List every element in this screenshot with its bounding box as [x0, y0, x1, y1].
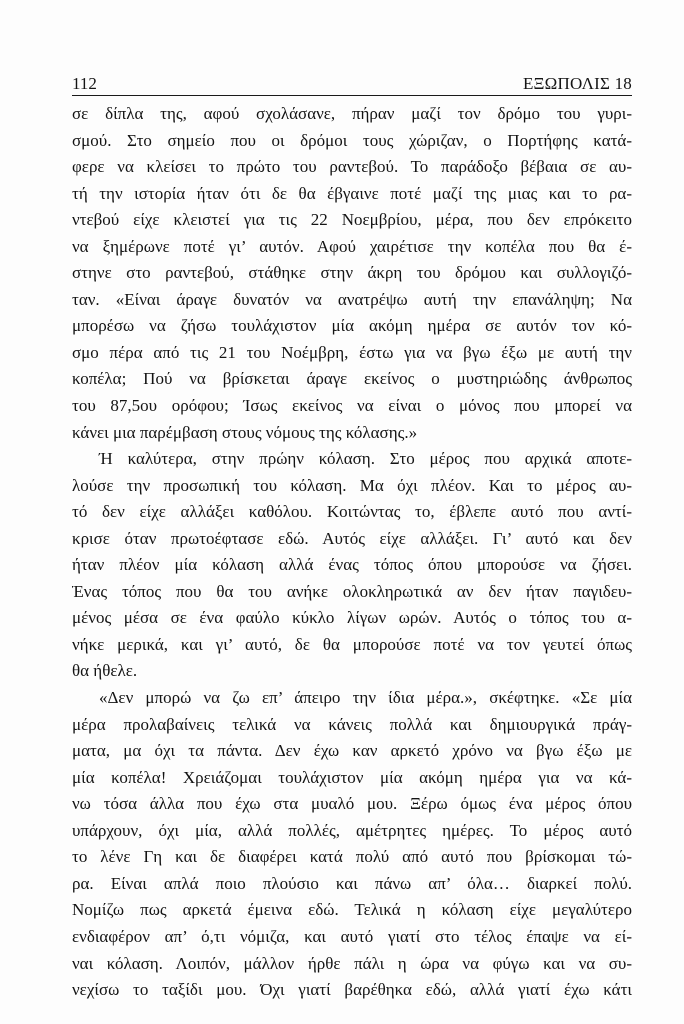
text-line: ντεβού είχε κλειστεί για τις 22 Νοεμβρίου, μέρα, που δεν επρόκειτο [72, 210, 632, 230]
header-rule [72, 95, 632, 96]
text-line: μία κοπέλα! Χρειάζομαι τουλάχιστον μία ακόμη ημέρα για να κά- [72, 767, 632, 787]
text-line: ενδιαφέρον απ’ ό,τι νόμιζα, και αυτό γιατί στο τέλος έπαψε να εί- [72, 926, 632, 946]
text-line: νήκε μερικά, και γι’ αυτό, δε θα μπορούσε ποτέ να τον γευτεί όπως [72, 634, 632, 654]
text-line: ναι κόλαση. Λοιπόν, μάλλον ήρθε πάλι η ώρα να φύγω και να συ- [72, 953, 632, 973]
text-line: νεχίσω το ταξίδι μου. Όχι γιατί βαρέθηκα εδώ, αλλά γιατί έχω κάτι [72, 980, 632, 1000]
page-number: 112 [72, 74, 97, 93]
text-line: Ένας τόπος που θα του ανήκε ολοκληρωτικά αν δεν ήταν παγιδευ- [72, 581, 632, 601]
text-line: να ξημέρωνε ποτέ γι’ αυτόν. Αφού χαιρέτισε την κοπέλα που θα έ- [72, 236, 632, 256]
text-line: ρα. Είναι απλά ποιο πλούσιο και πάνω απ’ όλα… διαρκεί πολύ. [72, 873, 632, 893]
text-line: του 87,5ου ορόφου; Ίσως εκείνος να είναι ο μόνος που μπορεί να [72, 396, 632, 416]
text-line: υπάρχουν, όχι μία, αλλά πολλές, αμέτρητες ημέρες. Το μέρος αυτό [72, 820, 632, 840]
text-line: λούσε την προσωπική του κόλαση. Μα όχι πλέον. Και το μέρος αυ- [72, 475, 632, 495]
paragraph [72, 685, 632, 1004]
text-line: «Δεν μπορώ να ζω επ’ άπειρο την ίδια μέρα.», σκέφτηκε. «Σε μία [99, 688, 632, 708]
text-line: μέρα προλαβαίνεις τελικά να κάνεις πολλά και δημιουργικά πράγ- [72, 714, 632, 734]
running-title: ΕΞΩΠΟΛΙΣ 18 [522, 74, 632, 93]
text-line: ήταν πλέον μία κόλαση αλλά ένας τόπος όπου μπορούσε να ζήσει. [72, 555, 632, 575]
text-line: κρισε όταν πρωτοέφτασε εδώ. Αυτός είχε αλλάξει. Γι’ αυτό και δεν [72, 528, 632, 548]
text-line: κάνει μια παρέμβαση στους νόμους της κόλασης.» [72, 422, 418, 442]
body-text [72, 101, 632, 1004]
text-line: μπορέσω να ζήσω τουλάχιστον μία ακόμη ημέρα σε αυτόν τον κό- [72, 316, 632, 336]
text-line: τή την ιστορία ήταν ότι δε θα έβγαινε ποτέ μαζί της μιας και το ρα- [72, 183, 632, 203]
page-header [72, 74, 632, 96]
text-line: νω τόσα άλλα που έχω στα μυαλό μου. Ξέρω όμως ένα μέρος όπου [72, 794, 632, 814]
text-line: ταν. «Είναι άραγε δυνατόν να ανατρέψω αυτή την επανάληψη; Να [72, 289, 632, 309]
text-line: σμού. Στο σημείο που οι δρόμοι τους χώριζαν, ο Πορτήφης κατά- [72, 130, 632, 150]
text-line: μένος μέσα σε ένα φαύλο κύκλο λίγων ωρών. Αυτός ο τόπος του α- [72, 608, 632, 628]
paragraph [72, 446, 632, 685]
text-line: σε δίπλα της, αφού σχολάσανε, πήραν μαζί τον δρόμο του γυρι- [72, 104, 632, 123]
text-line: το λένε Γη και δε διαφέρει κατά πολύ από αυτό που βρίσκομαι τώ- [72, 847, 632, 867]
text-line: τό δεν είχε αλλάξει καθόλου. Κοιτώντας το, έβλεπε αυτό που αντί- [72, 502, 632, 522]
text-line: σμο πέρα από τις 21 του Νοέμβρη, έστω για να βγω έξω με αυτή την [72, 342, 632, 362]
text-line: στηνε στο ραντεβού, στάθηκε στην άκρη του δρόμου και συλλογιζό- [72, 263, 632, 283]
text-line: Νομίζω πως αρκετά έμεινα εδώ. Τελικά η κόλαση είχε μεγαλύτερο [72, 900, 632, 920]
text-line: κοπέλα; Πού να βρίσκεται άραγε εκείνος ο μυστηριώδης άνθρωπος [72, 369, 632, 389]
text-line: ματα, μα όχι τα πάντα. Δεν έχω καν αρκετό χρόνο να βγω έξω με [72, 741, 632, 761]
text-line: Ή καλύτερα, στην πρώην κόλαση. Στο μέρος που αρχικά αποτε- [99, 449, 632, 469]
text-line: φερε να κλείσει το πρώτο του ραντεβού. Το παράδοξο βέβαια σε αυ- [72, 157, 632, 177]
paragraph [72, 101, 632, 446]
text-line: θα ήθελε. [72, 661, 138, 681]
